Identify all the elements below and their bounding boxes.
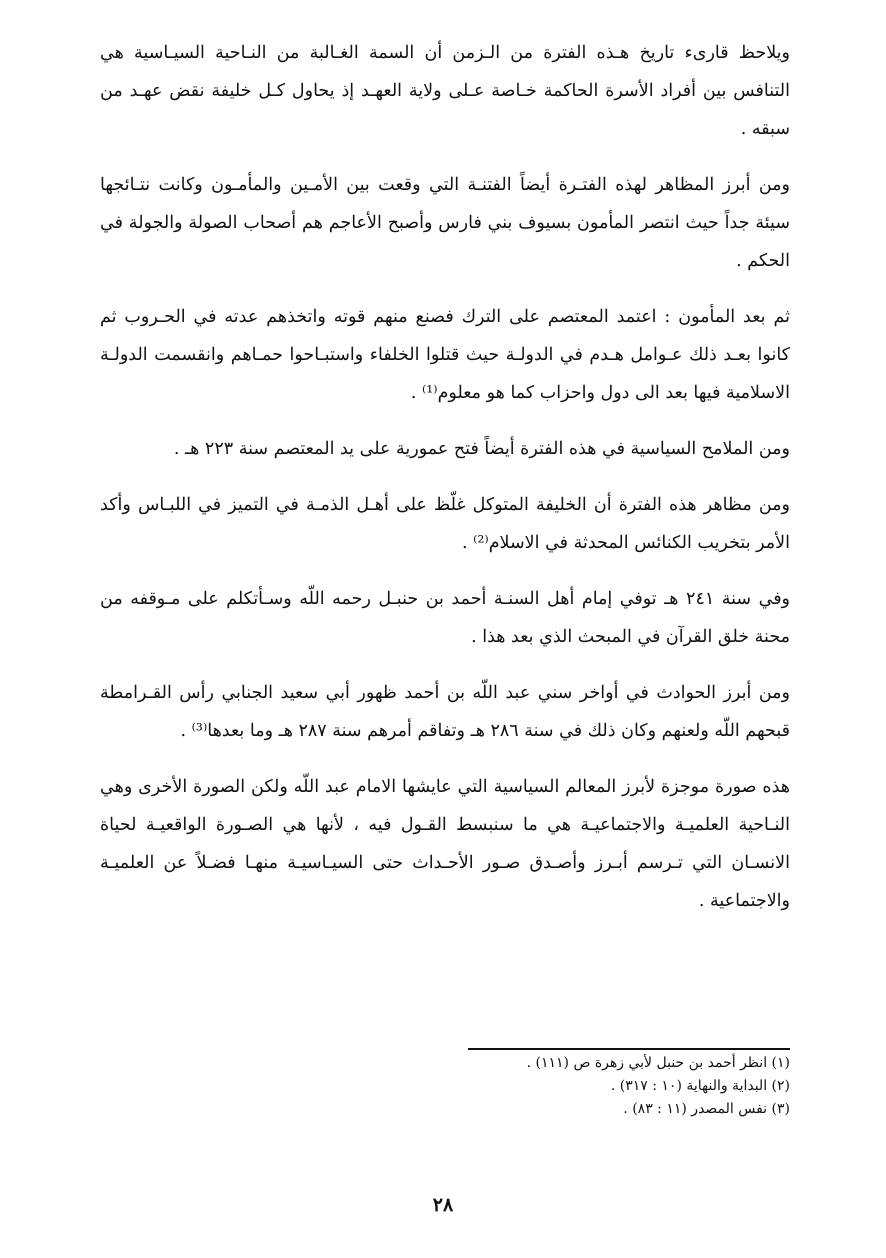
paragraph-7: ومن أبرز الحوادث في أواخر سني عبد اللّه بن أحمد ظهور أبي سعيد الجنابي رأس القـرامطة قبحهم اللّه ولعنهم وكان ذلك في سنة ٢٨٦ هـ وتفاقم أمرهم سنة ٢٨٧ هـ وما بعدها⁽³⁾ . xyxy=(100,683,790,741)
footnote-1: (١) انظر أحمد بن حنبل لأبي زهرة ص (١١١) . xyxy=(526,1055,790,1071)
paragraph-6: وفي سنة ٢٤١ هـ توفي إمام أهل السنـة أحمد بن حنبـل رحمه اللّه وسـأتكلم على مـوقفه من محنة خلق القرآن في المبحث الذي بعد هذا . xyxy=(100,589,791,647)
paragraph-3: ثم بعد المأمون : اعتمد المعتصم على الترك فصنع منهم قوته واتخذهم عدته في الحـروب ثم كانوا بعـد ذلك عـوامل هـدم في الدولـة حيث قتلوا الخلفاء واستبـاحوا حمـاهم وانقسمت الدولـة الاسلامية فيها بعد الى دول واحزاب كما هو معلوم⁽¹⁾ . xyxy=(100,307,790,403)
footnote-divider xyxy=(468,1048,790,1050)
paragraph-1: ويلاحظ قارىء تاريخ هـذه الفترة من الـزمن أن السمة الغـالبة من النـاحية السيـاسية هي التنافس بين أفراد الأسرة الحاكمة خـاصة عـلى ولاية العهـد إذ يحاول كـل خليفة نقض عهـد من سبقه . xyxy=(100,43,790,139)
main-text xyxy=(100,34,790,938)
paragraph-4: ومن الملامح السياسية في هذه الفترة أيضاً فتح عمورية على يد المعتصم سنة ٢٢٣ هـ . xyxy=(173,439,790,459)
paragraph-8: هذه صورة موجزة لأبرز المعالم السياسية التي عايشها الامام عبد اللّه ولكن الصورة الأخرى وهي النـاحية العلميـة والاجتماعيـة هي ما سنبسط القـول فيه ، لأنها هي الصـورة الواقعيـة لحياة الانسـان التي تـرسم أبـرز وأصـدق صـور الأحـداث حتى السيـاسيـة منهـا فضـلاً عن العلميـة والاجتماعية . xyxy=(100,777,790,911)
paragraph-5: ومن مظاهر هذه الفترة أن الخليفة المتوكل غلّظ على أهـل الذمـة في التميز في اللبـاس وأكد الأمر بتخريب الكنائس المحدثة في الاسلام⁽²⁾ . xyxy=(100,495,790,553)
footnote-2: (٢) البداية والنهاية (١٠ : ٣١٧) . xyxy=(610,1078,790,1094)
footnotes xyxy=(300,1052,790,1121)
paragraph-2: ومن أبرز المظاهر لهذه الفتـرة أيضاً الفتنـة التي وقعت بين الأمـين والمأمـون وكانت نتـائجها سيئة جداً حيث انتصر المأمون بسيوف بني فارس وأصبح الأعاجم هم أصحاب الصولة والجولة في الحكم . xyxy=(100,175,790,271)
page-number: ٢٨ xyxy=(432,1194,454,1216)
footnote-3: (٣) نفس المصدر (١١ : ٨٣) . xyxy=(623,1101,790,1117)
